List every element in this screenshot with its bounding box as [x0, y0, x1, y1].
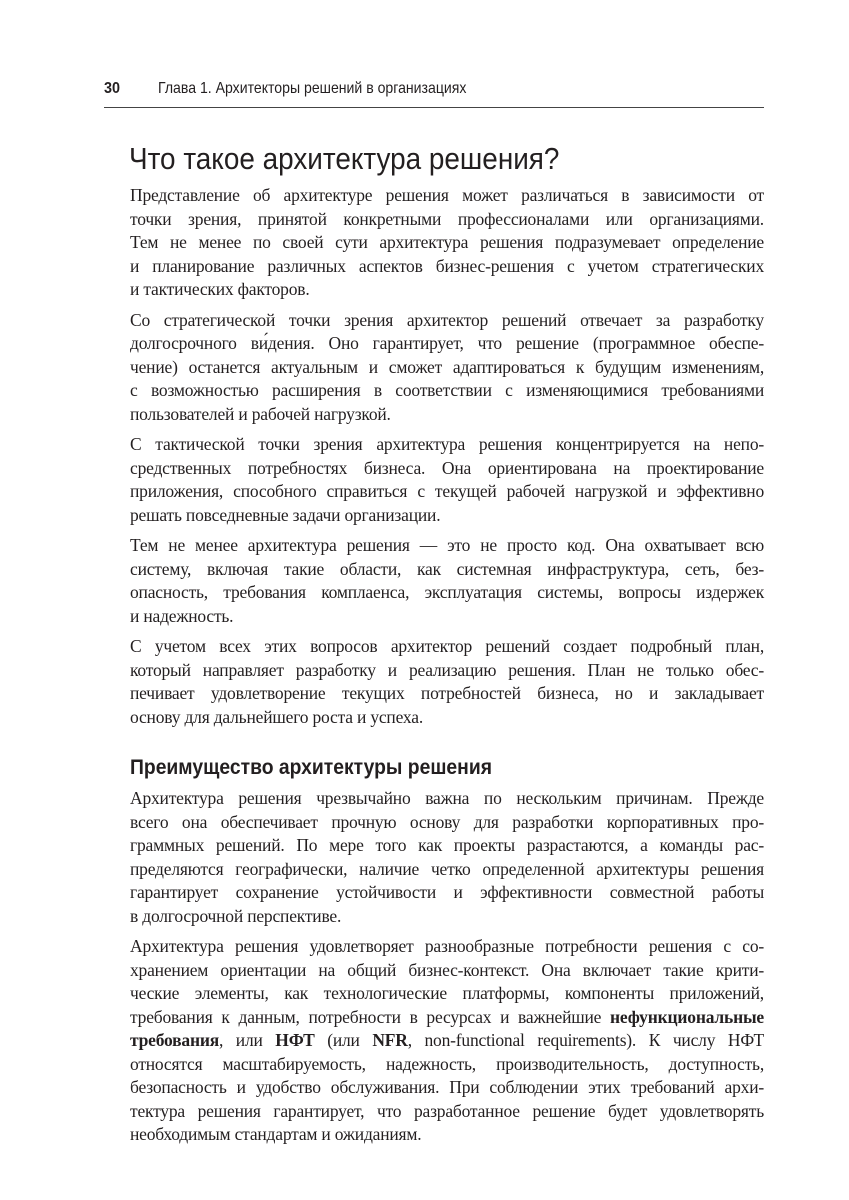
text-line: и планирование различных аспектов бизнес-решения с учетом стратегических [130, 255, 764, 276]
text-line: Тем не менее архитектура решения — это не просто код. Она охватывает всю [130, 535, 764, 555]
text-line: Архитектура решения чрезвычайно важна по нескольким причинам. Прежде [130, 788, 764, 808]
text-line: тектура решения гарантирует, что разработанное решение будет удовлетворять [130, 1100, 764, 1121]
text-line: который направляет разработку и реализацию решения. План не только обес- [130, 659, 764, 680]
text-line: и надежность. [130, 605, 234, 626]
bold-term: требования [130, 1030, 219, 1050]
text-line: ческие элементы, как технологические платформы, компоненты приложений, [130, 983, 764, 1003]
text-line: С тактической точки зрения архитектура решения концентрируется на непо- [130, 434, 764, 454]
text-line: относятся масштабируемость, надежность, производительность, доступность, [130, 1053, 764, 1074]
text-line: основу для дальнейшего роста и успеха. [130, 706, 423, 727]
paragraph [130, 935, 764, 1147]
page-content [130, 140, 764, 1154]
paragraph [130, 635, 764, 729]
text-line: чение) останется актуальным и сможет адаптироваться к будущим изменениям, [130, 356, 764, 377]
text-span: , non-functional requirements). К числу НФТ [407, 1030, 764, 1050]
text-line: решать повседневные задачи организации. [130, 504, 441, 525]
text-line: хранением ориентации на общий бизнес-контекст. Она включает такие крити- [130, 959, 764, 980]
text-line: систему, включая такие области, как системная инфраструктура, сеть, без- [130, 558, 764, 579]
paragraph [130, 787, 764, 928]
paragraph [130, 184, 764, 302]
text-line: Архитектура решения удовлетворяет разнообразные потребности решения с со- [130, 936, 764, 956]
text-line: опасность, требования комплаенса, эксплуатация системы, вопросы издержек [130, 582, 764, 602]
text-line [130, 1029, 764, 1053]
text-line: точки зрения, принятой конкретными профессионалами или организациями. [130, 208, 764, 229]
text-line: гарантирует сохранение устойчивости и эффективности совместной работы [130, 882, 764, 902]
text-line: всего она обеспечивает прочную основу для разработки корпоративных про- [130, 811, 764, 832]
paragraph [130, 433, 764, 527]
text-line: Представление об архитектуре решения может различаться в зависимости от [130, 185, 764, 205]
text-line [130, 1006, 764, 1030]
text-line: необходимым стандартам и ожиданиям. [130, 1124, 422, 1144]
text-line: пользователей и рабочей нагрузкой. [130, 403, 391, 424]
text-line: печивает удовлетворение текущих потребностей бизнеса, но и закладывает [130, 683, 764, 703]
text-span: (или [314, 1030, 373, 1050]
bold-term: NFR [372, 1030, 408, 1050]
running-header [104, 80, 764, 108]
section-heading: Что такое архитектура решения? [129, 141, 560, 176]
text-line: в долгосрочной перспективе. [130, 905, 342, 926]
text-line: с возможностью расширения в соответствии с изменяющимися требованиями [130, 380, 764, 400]
text-span: , или [218, 1030, 276, 1050]
text-line: Тем не менее по своей сути архитектура решения подразумевает определение [130, 232, 764, 252]
chapter-title: Глава 1. Архитекторы решений в организациях [158, 80, 467, 97]
text-line: Со стратегической точки зрения архитектор решений отвечает за разработку [130, 309, 764, 330]
text-line: пределяются географически, наличие четко определенной архитектуры решения [130, 858, 764, 879]
paragraph [130, 309, 764, 427]
text-line: граммных решений. По мере того как проекты разрастаются, а команды рас- [130, 835, 764, 855]
text-line: и тактических факторов. [130, 279, 310, 299]
text-line: С учетом всех этих вопросов архитектор решений создает подробный план, [130, 636, 764, 656]
bold-term: нефункциональные [610, 1006, 764, 1027]
page-number: 30 [104, 80, 121, 97]
text-line: приложения, способного справиться с текущей рабочей нагрузкой и эффективно [130, 481, 764, 501]
subsection-heading: Преимущество архитектуры решения [130, 756, 492, 779]
text-line: долгосрочного ви́дения. Оно гарантирует, что решение (программное обеспе- [130, 333, 764, 353]
text-span: требования к данным, потребности в ресурсах и важнейшие [130, 1006, 611, 1027]
paragraph [130, 534, 764, 628]
text-line: безопасность и удобство обслуживания. При соблюдении этих требований архи- [130, 1077, 764, 1097]
bold-term: НФТ [275, 1030, 315, 1050]
text-line: средственных потребностях бизнеса. Она ориентирована на проектирование [130, 457, 764, 478]
